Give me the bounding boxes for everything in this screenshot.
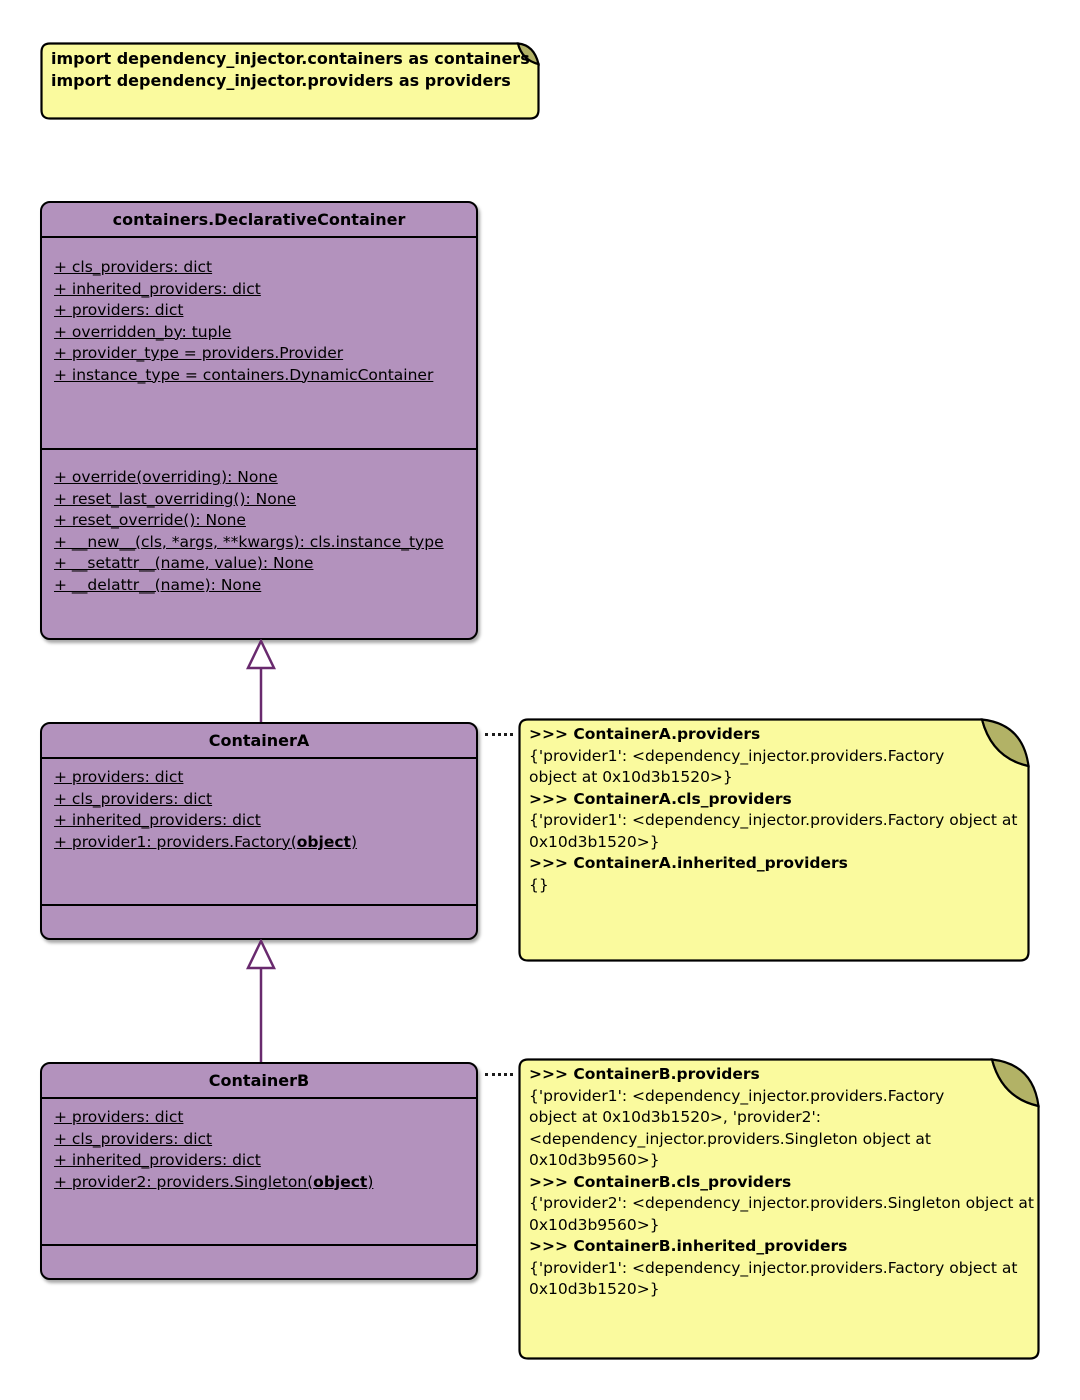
class-container-a bbox=[40, 722, 478, 940]
console-output-line: {'provider1': <dependency_injector.providers.Factory bbox=[529, 1086, 945, 1105]
console-output-line: object at 0x10d3b1520>} bbox=[529, 768, 733, 786]
class-method: + __delattr__(name): None bbox=[54, 575, 262, 594]
attributes-compartment bbox=[42, 1099, 476, 1246]
class-method: + __new__(cls, *args, **kwargs): cls.instance_type bbox=[54, 532, 444, 551]
console-command: >>> ContainerB.inherited_providers bbox=[529, 1237, 848, 1255]
methods-compartment-empty bbox=[42, 1246, 476, 1274]
console-command: >>> ContainerB.providers bbox=[529, 1065, 760, 1083]
import-statement: import dependency_injector.containers as containers bbox=[51, 49, 530, 68]
methods-compartment bbox=[42, 450, 476, 634]
inheritance-arrow-icon bbox=[246, 639, 276, 723]
console-output-line: {'provider1': <dependency_injector.providers.Factory object at bbox=[529, 1258, 1018, 1277]
console-output-line: {} bbox=[529, 875, 549, 894]
class-container-b bbox=[40, 1062, 478, 1280]
console-output-line: {'provider1': <dependency_injector.providers.Factory object at bbox=[529, 811, 1018, 829]
import-statement: import dependency_injector.providers as providers bbox=[51, 71, 511, 90]
class-declarative-container bbox=[40, 201, 478, 640]
class-attribute: + inherited_providers: dict bbox=[54, 811, 261, 829]
methods-compartment-empty bbox=[42, 906, 476, 934]
attributes-compartment bbox=[42, 759, 476, 906]
attributes-compartment bbox=[42, 238, 476, 450]
import-note bbox=[40, 42, 540, 120]
class-attribute: + providers: dict bbox=[54, 301, 184, 319]
console-command: >>> ContainerA.cls_providers bbox=[529, 789, 792, 808]
console-output-line: 0x10d3b9560>} bbox=[529, 1215, 660, 1234]
console-note-container-b bbox=[518, 1058, 1040, 1360]
note-link-dots bbox=[485, 733, 513, 736]
class-attribute: + overridden_by: tuple bbox=[54, 322, 232, 341]
console-command: >>> ContainerB.cls_providers bbox=[529, 1172, 792, 1191]
class-method: + override(overriding): None bbox=[54, 468, 278, 486]
console-output-line: 0x10d3b9560>} bbox=[529, 1151, 660, 1169]
class-attribute: + provider1: providers.Factory(object) bbox=[54, 832, 357, 851]
console-note-container-a bbox=[518, 718, 1030, 962]
console-output-line: {'provider1': <dependency_injector.providers.Factory bbox=[529, 746, 945, 765]
class-attribute: + cls_providers: dict bbox=[54, 1129, 213, 1148]
console-output-line: 0x10d3b1520>} bbox=[529, 1280, 660, 1298]
console-output-line: <dependency_injector.providers.Singleton object at bbox=[529, 1129, 931, 1148]
class-attribute: + cls_providers: dict bbox=[54, 258, 213, 276]
console-command: >>> ContainerA.providers bbox=[529, 725, 761, 743]
console-output-line: {'provider2': <dependency_injector.providers.Singleton object at bbox=[529, 1194, 1034, 1212]
class-attribute: + provider_type = providers.Provider bbox=[54, 344, 344, 362]
class-attribute: + providers: dict bbox=[54, 1108, 184, 1126]
class-method: + reset_override(): None bbox=[54, 511, 246, 529]
note-link-dots bbox=[485, 1073, 513, 1076]
class-attribute: + inherited_providers: dict bbox=[54, 279, 261, 298]
class-method: + __setattr__(name, value): None bbox=[54, 554, 314, 572]
class-attribute: + cls_providers: dict bbox=[54, 789, 213, 808]
class-title: containers.DeclarativeContainer bbox=[42, 203, 476, 238]
class-attribute: + providers: dict bbox=[54, 768, 184, 786]
class-attribute: + provider2: providers.Singleton(object) bbox=[54, 1172, 374, 1191]
inheritance-arrow-icon bbox=[246, 939, 276, 1063]
console-command: >>> ContainerA.inherited_providers bbox=[529, 854, 848, 872]
class-attribute: + instance_type = containers.DynamicContainer bbox=[54, 365, 434, 384]
class-method: + reset_last_overriding(): None bbox=[54, 489, 297, 508]
class-attribute: + inherited_providers: dict bbox=[54, 1151, 261, 1169]
class-title: ContainerB bbox=[42, 1064, 476, 1099]
console-output-line: object at 0x10d3b1520>, 'provider2': bbox=[529, 1108, 821, 1126]
console-output-line: 0x10d3b1520>} bbox=[529, 832, 660, 851]
class-title: ContainerA bbox=[42, 724, 476, 759]
